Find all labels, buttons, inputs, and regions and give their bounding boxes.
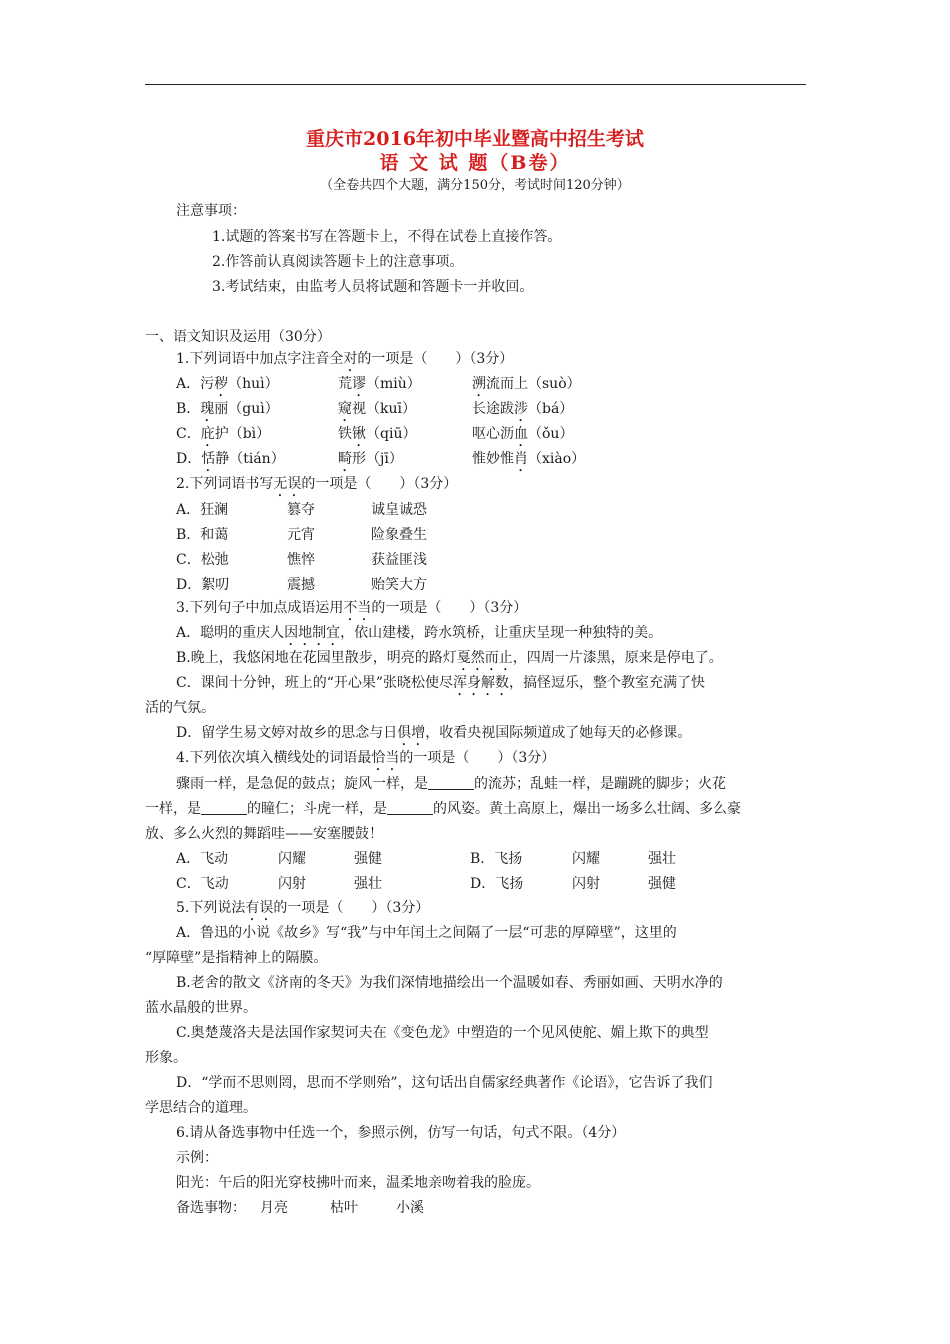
question-5-stem: 5.下列说法有误的一项是（ ）（3分） (176, 900, 430, 916)
notice-heading: 注意事项： (176, 203, 246, 219)
q5-option-a: A．鲁迅的小说《故乡》写“我”与中年闰土之间隔了一层“可悲的厚障壁”，这里的 (176, 925, 677, 941)
fill-blank (387, 800, 433, 815)
q4-option: 强壮 (648, 851, 676, 867)
q6-choices-label: 备选事物： (176, 1200, 246, 1216)
q6-choice: 月亮 (260, 1200, 288, 1216)
notice-item: 1.试题的答案书写在答题卡上，不得在试卷上直接作答。 (212, 229, 562, 245)
q1-option: 呕心沥血（ǒu） (472, 426, 574, 442)
q1-option: A．污秽（huì） (176, 376, 279, 392)
q6-choice: 枯叶 (330, 1200, 358, 1216)
notice-item: 2.作答前认真阅读答题卡上的注意事项。 (212, 254, 464, 270)
q2-option: 元宵 (287, 527, 315, 543)
q4-option: 闪射 (572, 876, 600, 892)
top-rule (145, 84, 806, 85)
q2-option: 诚皇诚恐 (371, 502, 427, 518)
q5-option-b: B.老舍的散文《济南的冬天》为我们深情地描绘出一个温暖如春、秀丽如画、天明水净的 (176, 975, 723, 991)
q3-option-c-cont: 活的气氛。 (145, 700, 215, 716)
question-2-stem: 2.下列词语书写无误的一项是（ ）（3分） (176, 476, 458, 492)
q1-option: 溯流而上（suò） (472, 376, 581, 392)
q1-option: B．瑰丽（guì） (176, 401, 279, 417)
q1-option: 荒谬（miù） (338, 376, 421, 392)
q3-option-a: A．聪明的重庆人因地制宜，依山建楼，跨水筑桥，让重庆呈现一种独特的美。 (176, 625, 663, 641)
q5-option-b-cont: 蓝水晶般的世界。 (145, 1000, 257, 1016)
q2-option: 憔悴 (287, 552, 315, 568)
q2-option: 贻笑大方 (371, 577, 427, 593)
question-1-stem: 1.下列词语中加点字注音全对的一项是（ ）（3分） (176, 351, 514, 367)
q1-option: 铁锹（qiū） (338, 426, 417, 442)
q3-option-c: C．课间十分钟，班上的“开心果”张晓松使尽浑身解数，搞怪逗乐，整个教室充满了快 (176, 675, 706, 691)
q5-option-c-cont: 形象。 (145, 1050, 187, 1066)
q2-option: 险象叠生 (371, 527, 427, 543)
q4-option: A．飞动 (176, 851, 229, 867)
q4-option: D．飞扬 (470, 876, 524, 892)
q6-example: 阳光：午后的阳光穿枝拂叶而来，温柔地亲吻着我的脸庞。 (176, 1175, 540, 1191)
q4-option: B．飞扬 (470, 851, 523, 867)
q5-option-d: D．“学而不思则罔，思而不学则殆”，这句话出自儒家经典著作《论语》，它告诉了我们 (176, 1075, 713, 1091)
q1-option: 窥视（kuī） (338, 401, 416, 417)
section-heading: 一、语文知识及运用（30分） (145, 329, 331, 345)
q2-option: A．狂澜 (176, 502, 229, 518)
q4-option: C．飞动 (176, 876, 229, 892)
q2-option: B．和蔼 (176, 527, 229, 543)
q5-option-d-cont: 学思结合的道理。 (145, 1100, 257, 1116)
q4-option: 闪耀 (278, 851, 306, 867)
q4-option: 闪耀 (572, 851, 600, 867)
q4-passage: 骤雨一样，是急促的鼓点；旋风一样，是 的流苏；乱蛙一样，是蹦跳的脚步；火花 (176, 776, 726, 792)
q4-option: 闪射 (278, 876, 306, 892)
fill-blank (201, 800, 247, 815)
q5-option-a-cont: “厚障壁”是指精神上的隔膜。 (145, 950, 328, 966)
q5-option-c: C.奥楚蔑洛夫是法国作家契诃夫在《变色龙》中塑造的一个见风使舵、媚上欺下的典型 (176, 1025, 709, 1041)
question-3-stem: 3.下列句子中加点成语运用不当的一项是（ ）（3分） (176, 600, 528, 616)
q6-choice: 小溪 (396, 1200, 424, 1216)
q1-option: 长途跋涉（bá） (472, 401, 574, 417)
exam-subtitle: 语 文 试 题（B卷） (379, 152, 571, 174)
question-4-stem: 4.下列依次填入横线处的词语最恰当的一项是（ ）（3分） (176, 750, 556, 766)
exam-info: （全卷共四个大题，满分150分，考试时间120分钟） (320, 178, 630, 193)
q4-option: 强健 (648, 876, 676, 892)
q6-example-label: 示例： (176, 1150, 218, 1166)
fill-blank (428, 775, 474, 790)
q2-option: 获益匪浅 (371, 552, 427, 568)
q2-option: D．絮叨 (176, 577, 230, 593)
q4-passage: 一样，是 的瞳仁；斗虎一样，是 的风姿。黄土高原上，爆出一场多么壮阔、多么豪 (145, 801, 741, 817)
q2-option: 篡夺 (287, 502, 315, 518)
exam-title: 重庆市2016年初中毕业暨高中招生考试 (306, 128, 644, 150)
q1-option: D．恬静（tián） (176, 451, 285, 467)
q1-option: 惟妙惟肖（xiào） (472, 451, 586, 467)
q3-option-d: D．留学生易文婷对故乡的思念与日俱增，收看央视国际频道成了她每天的必修课。 (176, 725, 692, 741)
notice-item: 3.考试结束，由监考人员将试题和答题卡一并收回。 (212, 279, 534, 295)
q3-option-b: B.晚上，我悠闲地在花园里散步，明亮的路灯戛然而止，四周一片漆黑，原来是停电了。 (176, 650, 723, 666)
q2-option: C．松弛 (176, 552, 229, 568)
question-6-stem: 6.请从备选事物中任选一个，参照示例，仿写一句话，句式不限。（4分） (176, 1125, 626, 1141)
q2-option: 震撼 (287, 577, 315, 593)
q4-option: 强壮 (354, 876, 382, 892)
q1-option: C．庇护（bì） (176, 426, 271, 442)
q1-option: 畸形（jī） (338, 451, 403, 467)
q4-passage: 放、多么火烈的舞蹈哇——安塞腰鼓！ (145, 826, 383, 842)
q4-option: 强健 (354, 851, 382, 867)
